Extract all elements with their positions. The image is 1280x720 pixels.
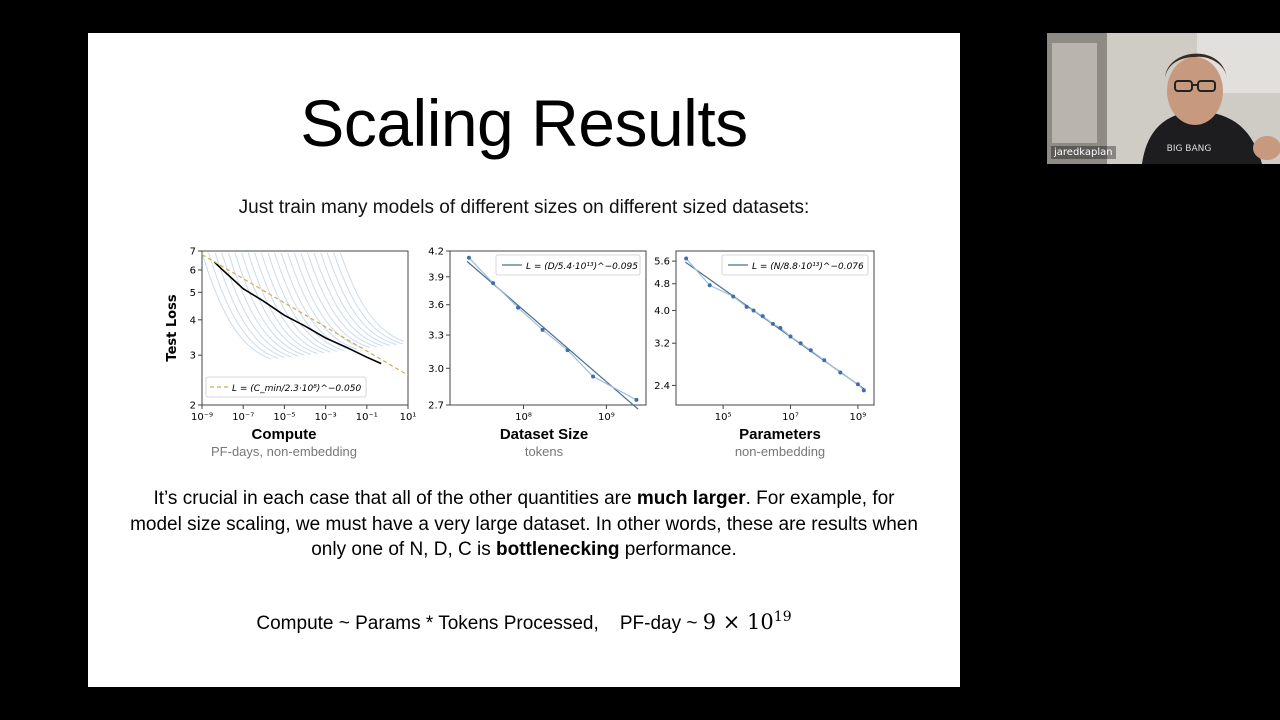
- para-text-1: It’s crucial in each case that all of the other quantities are: [153, 488, 637, 509]
- data-point: [752, 308, 756, 312]
- legend-text: L = (N/8.8·10¹³)^−0.076: [752, 262, 864, 272]
- y-tick-label: 4: [189, 315, 196, 327]
- data-point: [467, 256, 471, 260]
- compute-chart-svg: [165, 245, 417, 423]
- dataset-xlabel-sub: tokens: [524, 444, 564, 459]
- compute-xlabel-sub: PF-days, non-embedding: [211, 444, 357, 459]
- x-tick-label: 10⁷: [782, 412, 799, 423]
- x-tick-label: 10⁹: [849, 412, 867, 423]
- x-tick-label: 10⁻⁷: [232, 412, 255, 423]
- y-tick-label: 4.2: [428, 246, 444, 258]
- footer-text: Compute ~ Params * Tokens Processed, PF-day ~: [256, 613, 703, 634]
- data-point: [799, 341, 803, 345]
- data-point: [731, 294, 735, 298]
- compute-xlabel: Compute: [251, 426, 317, 443]
- y-tick-label: 2.4: [654, 380, 670, 392]
- compute-formula: [88, 609, 960, 635]
- slide-subtitle: Just train many models of different sizes on different sized datasets:: [238, 197, 810, 218]
- data-point: [856, 382, 860, 386]
- data-point: [809, 348, 813, 352]
- data-point: [566, 348, 570, 352]
- y-tick-label: 6: [189, 265, 196, 277]
- y-tick-label: 3: [189, 350, 196, 362]
- data-point: [745, 305, 749, 309]
- data-point: [491, 281, 495, 285]
- y-tick-label: 4.0: [654, 305, 670, 317]
- para-bold-2: bottlenecking: [496, 539, 620, 560]
- x-tick-label: 10⁹: [598, 412, 615, 423]
- slide-title: Scaling Results: [300, 86, 748, 160]
- x-tick-label: 10⁻¹: [355, 412, 378, 423]
- data-point: [761, 314, 765, 318]
- data-point: [516, 306, 520, 310]
- footer-math-base: 9 × 10: [702, 610, 774, 634]
- data-point: [591, 375, 595, 379]
- data-point: [862, 388, 866, 392]
- compute-chart: [165, 245, 417, 423]
- speaker-name-tag: jaredkaplan: [1051, 146, 1116, 159]
- svg-text:BIG BANG: BIG BANG: [1166, 144, 1212, 154]
- x-tick-label: 10⁻⁵: [273, 412, 296, 423]
- parameters-xlabel-sub: non-embedding: [734, 444, 826, 459]
- x-tick-label: 10⁻⁹: [190, 412, 214, 423]
- data-point: [684, 257, 688, 261]
- para-text-2: . For example, for model size scaling, we must have a very large dataset. In other words, these are results when only one of N, D, C is: [130, 488, 918, 560]
- legend-text: L = (C_min/2.3·10⁸)^−0.050: [232, 384, 362, 394]
- footer-math-exp: 19: [773, 609, 792, 625]
- y-tick-label: 3.3: [428, 330, 444, 342]
- x-tick-label: 10¹: [399, 412, 417, 423]
- dataset-chart: [420, 245, 650, 423]
- legend-text: L = (D/5.4·10¹³)^−0.095: [526, 262, 638, 272]
- x-tick-label: 10⁻³: [314, 412, 337, 423]
- explanation-paragraph: [128, 486, 920, 563]
- y-tick-label: 2: [189, 400, 196, 412]
- parameters-chart-svg: [650, 245, 890, 423]
- y-tick-label: 3.6: [428, 300, 444, 312]
- y-tick-label: 5: [189, 287, 196, 299]
- data-point: [789, 334, 793, 338]
- speaker-video-frame: [1047, 33, 1280, 164]
- data-point: [541, 328, 545, 332]
- parameters-chart: [650, 245, 890, 423]
- data-point: [838, 371, 842, 375]
- data-point: [778, 326, 782, 330]
- y-tick-label: 3.9: [428, 272, 444, 284]
- x-tick-label: 10⁵: [714, 412, 732, 423]
- y-tick-label: 3.2: [654, 338, 670, 350]
- y-axis-label: Test Loss: [165, 294, 180, 362]
- y-tick-label: 5.6: [654, 256, 670, 268]
- y-tick-label: 4.8: [654, 279, 670, 291]
- parameters-xlabel: Parameters: [739, 426, 821, 443]
- footer-math: [703, 610, 792, 634]
- para-bold-1: much larger: [636, 488, 746, 509]
- data-point: [822, 358, 826, 362]
- slide: [88, 33, 960, 687]
- y-tick-label: 7: [189, 246, 196, 258]
- data-point: [634, 398, 638, 402]
- data-point: [708, 283, 712, 287]
- dataset-xlabel: Dataset Size: [499, 426, 589, 443]
- para-text-3: performance.: [619, 539, 737, 560]
- dataset-chart-svg: [420, 245, 650, 423]
- data-point: [771, 322, 775, 326]
- y-tick-label: 2.7: [428, 400, 444, 412]
- y-tick-label: 3.0: [428, 363, 444, 375]
- x-tick-label: 10⁸: [515, 412, 532, 423]
- speaker-video-tile[interactable]: [1047, 33, 1280, 164]
